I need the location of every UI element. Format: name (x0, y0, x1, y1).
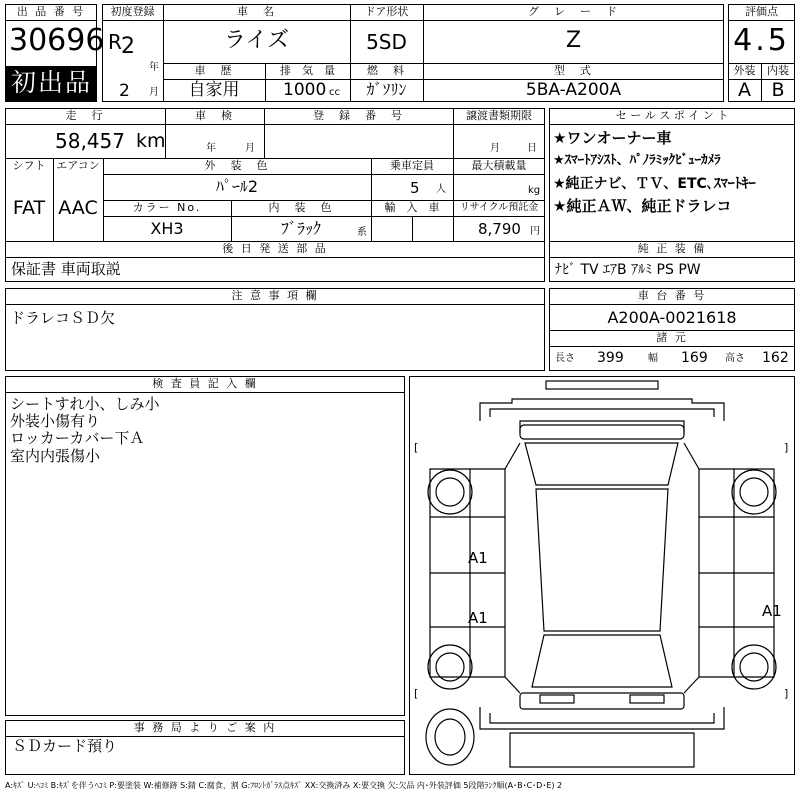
ac-label: エアコン (56, 159, 100, 172)
svg-text:[: [ (414, 687, 419, 700)
office-value: ＳＤカード預り (12, 737, 118, 755)
office-label: 事 務 局 よ り ご 案 内 (133, 721, 277, 734)
grade-value: Z (565, 28, 582, 53)
color-no-label: カラー No. (132, 201, 202, 214)
chassis-label: 車 台 番 号 (637, 289, 707, 302)
inspector-line-2: 外装小傷有り (10, 412, 101, 430)
reg-year-unit: 年 (149, 62, 159, 73)
color-no-value: XH3 (150, 219, 184, 238)
later-parts-value: 保証書 車両取説 (11, 260, 121, 278)
sales-point-2: ★ｽﾏｰﾄｱｼｽﾄ、ﾊﾟﾉﾗﾐｯｸﾋﾞｭｰｶﾒﾗ (553, 153, 721, 168)
load-unit: kg (528, 185, 541, 196)
score-label: 評価点 (745, 5, 778, 18)
inspector-line-1: シートすれ小、しみ小 (10, 395, 160, 413)
damage-mark-left-rear-door: A1 (468, 609, 488, 627)
inspector-label: 検 査 員 記 入 欄 (152, 377, 258, 390)
interior-grade-label: 内装 (767, 64, 789, 77)
model-label: 型 式 (554, 64, 593, 77)
int-color-suffix: 系 (357, 227, 367, 238)
equipment-label: 純 正 装 備 (637, 242, 707, 255)
notes-label: 注 意 事 項 欄 (231, 289, 319, 302)
mileage-unit: km (136, 130, 166, 152)
history-value: 自家用 (188, 80, 240, 100)
shift-value: FAT (12, 197, 46, 219)
ext-color-value: ﾊﾟｰﾙ2 (215, 177, 259, 196)
reg-month: 2 (119, 81, 130, 101)
svg-text:[: [ (414, 441, 419, 454)
mileage-value: 58,457 (55, 129, 125, 153)
int-color-label: 内 装 色 (268, 201, 334, 214)
svg-text:]: ] (784, 441, 789, 454)
cc-unit: cc (329, 87, 340, 98)
equipment-value: ﾅﾋﾞ TV ｴｱB ｱﾙﾐ PS PW (555, 262, 701, 278)
sales-points-label: セ ー ル ス ポ イ ン ト (615, 109, 729, 122)
length-label: 長さ (555, 353, 575, 364)
sales-point-3: ★純正ナビ、ＴＶ、ETC､ｽﾏｰﾄｷｰ (553, 176, 756, 192)
sales-point-4: ★純正ＡＷ、純正ドラレコ (553, 197, 732, 215)
fuel-value: ｶﾞｿﾘﾝ (366, 80, 407, 99)
capacity-unit: 人 (436, 184, 446, 195)
first-reg-label: 初度登録 (110, 5, 155, 18)
notes-value: ドラレコＳＤ欠 (10, 309, 116, 327)
exterior-grade: A (738, 79, 751, 101)
shift-label: シフト (12, 159, 46, 172)
history-label: 車 歴 (194, 64, 234, 77)
first-listing-text: 初出品 (11, 68, 93, 97)
inspection-label: 車 検 (195, 109, 234, 122)
reg-month-unit: 月 (149, 87, 159, 98)
damage-mark-right-rocker: A1 (762, 602, 782, 620)
ac-value: AAC (58, 197, 98, 219)
recycle-fee: 8,790 (478, 220, 521, 238)
displacement-label: 排 気 量 (280, 64, 335, 77)
load-label: 最大積載量 (471, 159, 527, 172)
score-value: 4.5 (733, 23, 790, 58)
ext-color-label: 外 装 色 (204, 159, 270, 172)
exterior-grade-label: 外装 (733, 64, 756, 77)
inspection-year-unit: 年 (206, 143, 216, 154)
capacity-label: 乗車定員 (390, 159, 434, 172)
car-name: ライズ (223, 28, 290, 53)
plate-label: 登 録 番 号 (313, 109, 404, 122)
transfer-day-unit: 日 (527, 143, 537, 154)
recycle-unit: 円 (530, 226, 540, 237)
transfer-label: 譲渡書類期限 (466, 109, 532, 122)
car-diagram (409, 376, 795, 775)
height-label: 高さ (725, 353, 745, 364)
reg-era: R (108, 30, 122, 54)
lot-label: 出 品 番 号 (16, 5, 86, 18)
inspector-line-3: ロッカーカバー下Ａ (10, 429, 145, 447)
svg-text:]: ] (784, 687, 789, 700)
transfer-month-unit: 月 (490, 143, 500, 154)
later-parts-label: 後 日 発 送 部 品 (222, 242, 328, 255)
inspector-line-4: 室内内張傷小 (10, 447, 101, 465)
chassis-number: A200A-0021618 (607, 308, 737, 327)
sales-point-1: ★ワンオーナー車 (553, 129, 672, 147)
damage-mark-left-front-door: A1 (468, 549, 488, 567)
lot-number: 30696 (9, 23, 105, 58)
grade-label: グ レ ー ド (528, 5, 619, 18)
door-type: 5SD (366, 30, 407, 54)
interior-grade: B (771, 79, 785, 101)
car-name-label: 車 名 (237, 5, 276, 18)
car-diagram-svg (410, 377, 794, 774)
model-code: 5BA-A200A (525, 80, 622, 100)
legend-text: A:ｷｽﾞ U:ﾍｺﾐ B:ｷｽﾞを伴うﾍｺﾐ P:要塗装 W:補修跡 S:錆 C:腐食、割 G:ﾌﾛﾝﾄｶﾞﾗｽ点ｷｽﾞ XX:交換済み X:要交換 欠:欠品 内･外装評価 5段階ﾗﾝｸ順(A･B･C･D･E) 2 (5, 781, 563, 790)
capacity-value: 5 (410, 179, 420, 197)
width-label: 幅 (648, 353, 658, 364)
fuel-label: 燃 料 (367, 64, 406, 77)
dims-label: 諸 元 (656, 331, 688, 344)
displacement-value: 1000 (283, 80, 327, 100)
mileage-label: 走 行 (65, 109, 105, 122)
length-value: 399 (597, 350, 624, 366)
recycle-label: リサイクル預託金 (459, 202, 539, 213)
int-color-value: ﾌﾞﾗｯｸ (280, 219, 321, 238)
door-label: ドア形状 (364, 5, 409, 18)
import-label: 輸 入 車 (384, 201, 440, 214)
reg-year: 2 (121, 34, 135, 59)
height-value: 162 (762, 350, 789, 366)
inspection-month-unit: 月 (245, 143, 255, 154)
width-value: 169 (681, 350, 708, 366)
